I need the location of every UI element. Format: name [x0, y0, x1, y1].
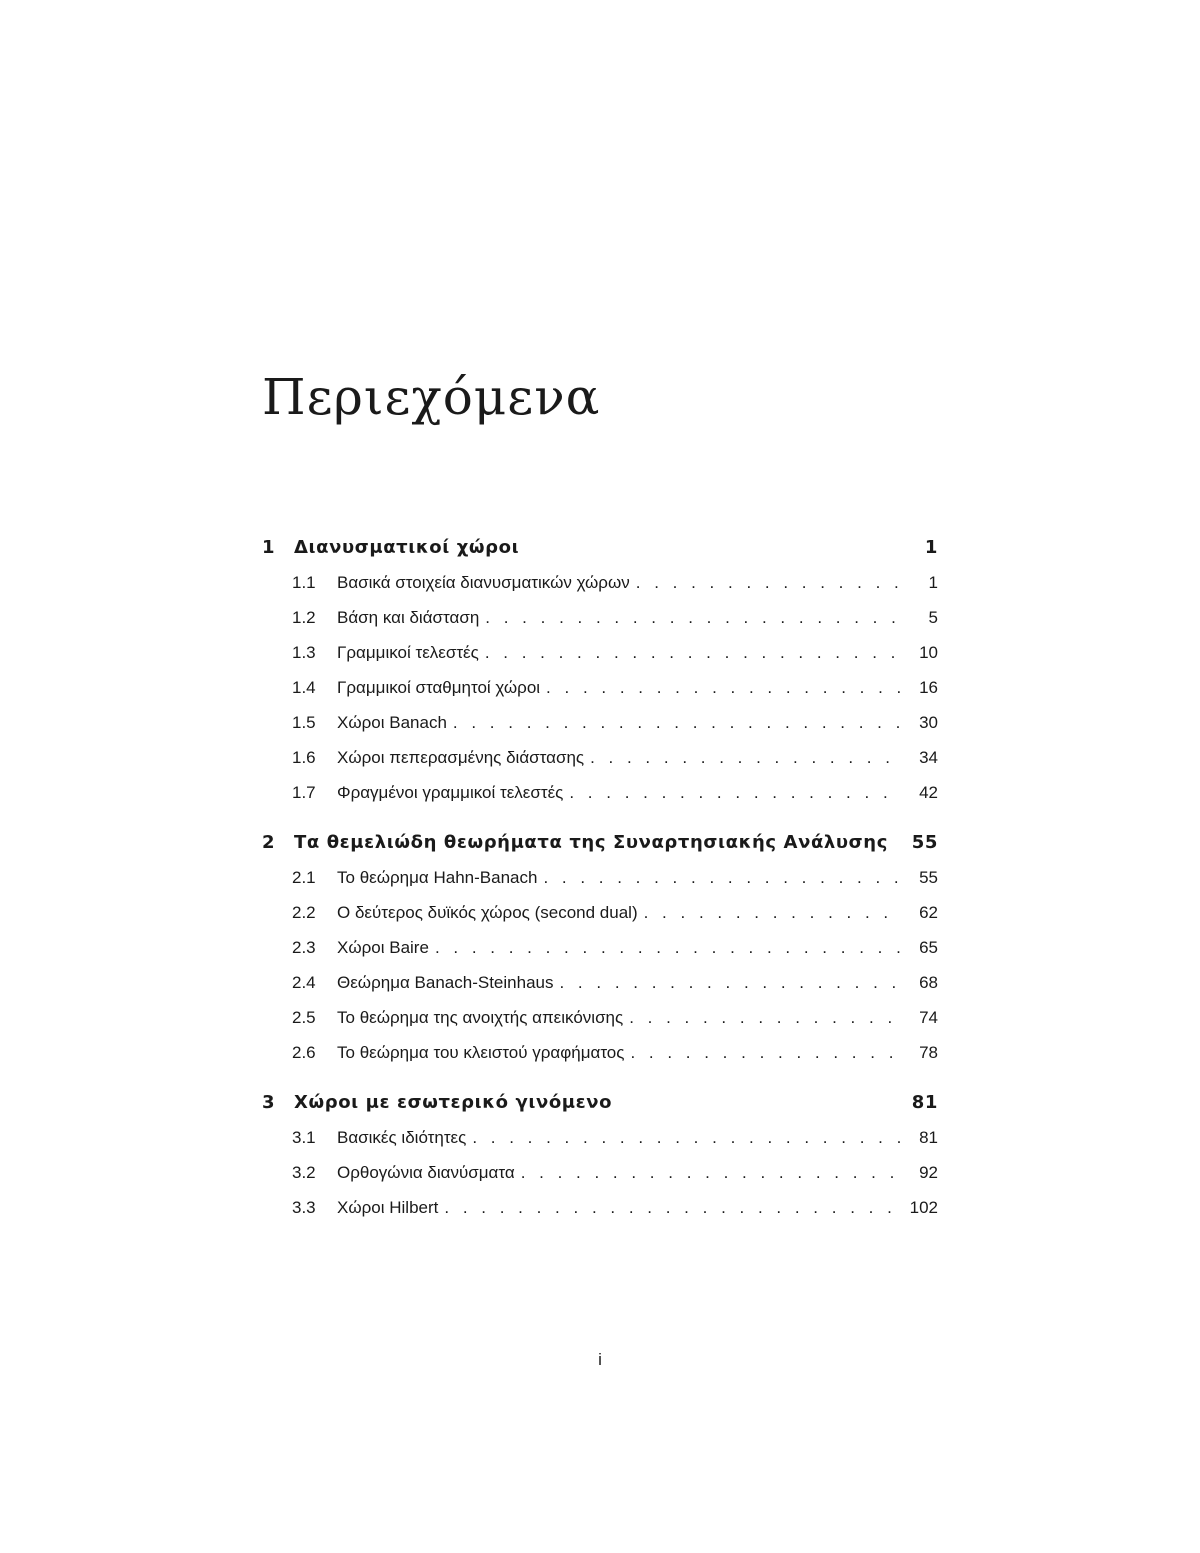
- chapter-page-number: 55: [911, 832, 938, 853]
- section-number: 2.1: [292, 868, 316, 887]
- section-page-number: 42: [919, 783, 938, 802]
- page-number-footer: i: [598, 1350, 602, 1369]
- section-entry: [262, 895, 938, 930]
- dot-leader: [569, 775, 900, 810]
- chapter-number: 2: [262, 832, 276, 853]
- section-title: Φραγμένοι γραμμικοί τελεστές: [337, 783, 564, 802]
- section-title: Ο δεύτερος δυϊκός χώρος (second dual): [337, 903, 638, 922]
- section-page-number: 30: [919, 713, 938, 732]
- dot-leader: [453, 705, 900, 740]
- section-title: Το θεώρημα της ανοιχτής απεικόνισης: [337, 1008, 624, 1027]
- chapter-entry: [262, 825, 938, 860]
- section-number: 1.1: [292, 573, 316, 592]
- section-page-number: 92: [919, 1163, 938, 1182]
- section-page-number: 62: [919, 903, 938, 922]
- section-number: 2.3: [292, 938, 316, 957]
- section-number: 1.2: [292, 608, 316, 627]
- dot-leader: [435, 930, 900, 965]
- section-entry: [262, 965, 938, 1000]
- section-number: 2.5: [292, 1008, 316, 1027]
- section-title: Γραμμικοί τελεστές: [337, 643, 479, 662]
- section-page-number: 68: [919, 973, 938, 992]
- page-title: Περιεχόμενα: [262, 368, 601, 426]
- section-entry: [262, 930, 938, 965]
- dot-leader: [543, 860, 900, 895]
- section-entry: [262, 1035, 938, 1070]
- dot-leader: [521, 1155, 900, 1190]
- section-title: Χώροι Hilbert: [337, 1198, 439, 1217]
- section-entry: [262, 635, 938, 670]
- section-page-number: 10: [919, 643, 938, 662]
- dot-leader: [630, 1035, 900, 1070]
- section-title: Βάση και διάσταση: [337, 608, 480, 627]
- section-title: Χώροι Baire: [337, 938, 429, 957]
- section-number: 2.6: [292, 1043, 316, 1062]
- section-title: Το θεώρημα του κλειστού γραφήματος: [337, 1043, 625, 1062]
- section-entry: [262, 705, 938, 740]
- section-number: 2.2: [292, 903, 316, 922]
- section-entry: [262, 1190, 938, 1225]
- chapter-title: Τα θεμελιώδη θεωρήματα της Συναρτησιακής Ανάλυσης: [294, 832, 888, 853]
- section-entry: [262, 600, 938, 635]
- section-page-number: 65: [919, 938, 938, 957]
- section-title: Ορθογώνια διανύσματα: [337, 1163, 515, 1182]
- dot-leader: [472, 1120, 900, 1155]
- chapter-number: 3: [262, 1092, 276, 1113]
- dot-leader: [485, 600, 900, 635]
- section-number: 3.3: [292, 1198, 316, 1217]
- section-number: 3.2: [292, 1163, 316, 1182]
- section-title: Χώροι Banach: [337, 713, 447, 732]
- dot-leader: [444, 1190, 900, 1225]
- section-page-number: 55: [919, 868, 938, 887]
- dot-leader: [485, 635, 900, 670]
- chapter-title: Διανυσματικοί χώροι: [294, 537, 520, 558]
- chapter-number: 1: [262, 537, 276, 558]
- section-page-number: 34: [919, 748, 938, 767]
- section-page-number: 1: [928, 573, 938, 592]
- dot-leader: [644, 895, 900, 930]
- section-entry: [262, 1155, 938, 1190]
- section-page-number: 5: [928, 608, 938, 627]
- section-entry: [262, 1120, 938, 1155]
- dot-leader: [546, 670, 900, 705]
- section-title: Γραμμικοί σταθμητοί χώροι: [337, 678, 541, 697]
- toc-chapter-3: [262, 1085, 938, 1225]
- chapter-title: Χώροι με εσωτερικό γινόμενο: [294, 1092, 613, 1113]
- section-page-number: 102: [909, 1198, 938, 1217]
- section-page-number: 81: [919, 1128, 938, 1147]
- section-number: 1.6: [292, 748, 316, 767]
- section-title: Χώροι πεπερασμένης διάστασης: [337, 748, 585, 767]
- toc-chapter-2: [262, 825, 938, 1070]
- section-page-number: 16: [919, 678, 938, 697]
- section-number: 1.3: [292, 643, 316, 662]
- chapter-entry: [262, 1085, 938, 1120]
- section-title: Βασικά στοιχεία διανυσματικών χώρων: [337, 573, 630, 592]
- section-page-number: 74: [919, 1008, 938, 1027]
- section-entry: [262, 860, 938, 895]
- section-title: Το θεώρημα Hahn-Banach: [337, 868, 538, 887]
- dot-leader: [559, 965, 900, 1000]
- section-number: 3.1: [292, 1128, 316, 1147]
- section-title: Θεώρημα Banach-Steinhaus: [337, 973, 554, 992]
- dot-leader: [636, 565, 900, 600]
- section-number: 1.4: [292, 678, 316, 697]
- section-entry: [262, 1000, 938, 1035]
- section-entry: [262, 775, 938, 810]
- section-title: Βασικές ιδιότητες: [337, 1128, 467, 1147]
- section-number: 1.5: [292, 713, 316, 732]
- dot-leader: [629, 1000, 900, 1035]
- chapter-page-number: 1: [924, 537, 938, 558]
- chapter-entry: [262, 530, 938, 565]
- dot-leader: [590, 740, 900, 775]
- toc-chapter-1: [262, 530, 938, 810]
- section-number: 2.4: [292, 973, 316, 992]
- section-entry: [262, 740, 938, 775]
- section-entry: [262, 565, 938, 600]
- chapter-page-number: 81: [911, 1092, 938, 1113]
- section-entry: [262, 670, 938, 705]
- section-page-number: 78: [919, 1043, 938, 1062]
- table-of-contents: [262, 530, 938, 1240]
- section-number: 1.7: [292, 783, 316, 802]
